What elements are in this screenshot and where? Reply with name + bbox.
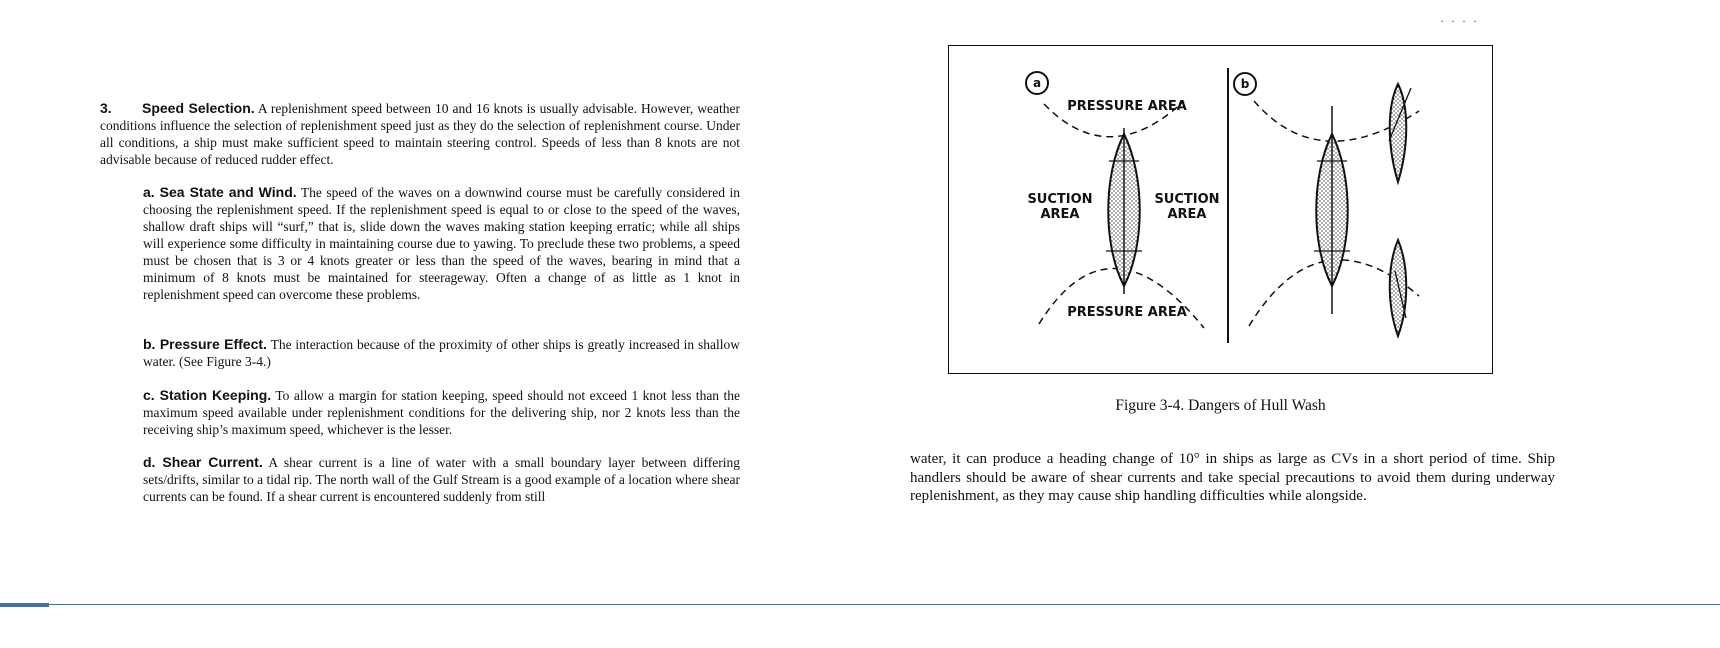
pressure-area-top-label: PRESSURE AREA	[1067, 99, 1187, 114]
section-3-paragraph	[100, 100, 740, 168]
subsection-b-paragraph	[143, 336, 740, 370]
panel-b-main-ship	[1314, 106, 1350, 314]
subsection-b-body: The interaction because of the proximity of other ships is greatly increased in shallow water. (See Figure 3-4.)	[143, 337, 741, 369]
pressure-area-bottom-label: PRESSURE AREA	[1067, 305, 1187, 320]
panel-b-letter: b	[1240, 77, 1250, 91]
section-number: 3.	[100, 100, 112, 116]
subsection-b-heading: b. Pressure Effect.	[143, 336, 267, 352]
header-marks: · · · ·	[1440, 14, 1479, 28]
panel-b-upper-small-ship	[1389, 84, 1411, 182]
subsection-a-paragraph	[143, 184, 740, 303]
section-body: A replenishment speed between 10 and 16 knots is usually advisable. However, weather conditions influence the selection of replenishment speed just as they do the selection of replenishment course. Under all conditions, a ship must make sufficient speed to maintain steering control. Speeds of less than 8 knots are not advisable because of reduced rudder effect.	[100, 101, 740, 167]
hull-wash-figure	[948, 45, 1493, 374]
suction-area-left-label-2: AREA	[1040, 207, 1080, 222]
page-bottom-rule	[0, 604, 1720, 605]
panel-b-marker	[1234, 73, 1256, 95]
panel-a-letter: a	[1032, 76, 1042, 90]
subsection-a-body: The speed of the waves on a downwind course must be carefully considered in choosing the replenishment speed. If the replenishment speed is equal to or close to the speed of the waves, shallow draft ships will “surf,” that is, slide down the waves making station keeping erratic; while all ships will experience some difficulty in maintaining course due to yawing. To preclude these two problems, a speed must be chosen that is 3 or 4 knots greater or less than the speed of the waves, bearing in mind that a minimum of 8 knots must be maintained for steerageway. Often a change of as little as 1 knot in replenishment speed can overcome these problems.	[143, 185, 740, 302]
figure-caption: Figure 3-4. Dangers of Hull Wash	[1115, 397, 1326, 414]
hull-wash-diagram	[949, 46, 1494, 375]
page-scroll-indicator[interactable]	[0, 603, 49, 607]
subsection-c-heading: c. Station Keeping.	[143, 387, 272, 403]
panel-b-lower-small-ship	[1390, 240, 1407, 336]
section-heading: Speed Selection.	[142, 100, 255, 116]
subsection-d-body: A shear current is a line of water with a small boundary layer between differing sets/drifts, similar to a tidal rip. The north wall of the Gulf Stream is a good example of a location where shear currents can be found. If a shear current is encountered suddenly from still	[143, 455, 740, 504]
subsection-d-paragraph	[143, 454, 740, 505]
suction-area-left-label-1: SUCTION	[1027, 192, 1093, 207]
subsection-c-body: To allow a margin for station keeping, speed should not exceed 1 knot less than the maximum speed available under replenishment conditions for the delivering ship, nor 2 knots less than the receiving ship’s maximum speed, whichever is the lesser.	[143, 388, 740, 437]
suction-area-right-label-2: AREA	[1167, 207, 1207, 222]
continuation-paragraph: water, it can produce a heading change of 10° in ships as large as CVs in a short period of time. Ship handlers should be aware of shear currents and take special precautions to avoid them during underway replenishment, as they may cause ship handling difficulties while alongside.	[910, 451, 1555, 504]
subsection-a-heading: a. Sea State and Wind.	[143, 184, 297, 200]
subsection-c-paragraph	[143, 387, 740, 438]
suction-area-right-label-1: SUCTION	[1154, 192, 1220, 207]
panel-a-ship	[1106, 128, 1142, 294]
panel-a-marker	[1026, 72, 1048, 94]
subsection-d-heading: d. Shear Current.	[143, 454, 263, 470]
